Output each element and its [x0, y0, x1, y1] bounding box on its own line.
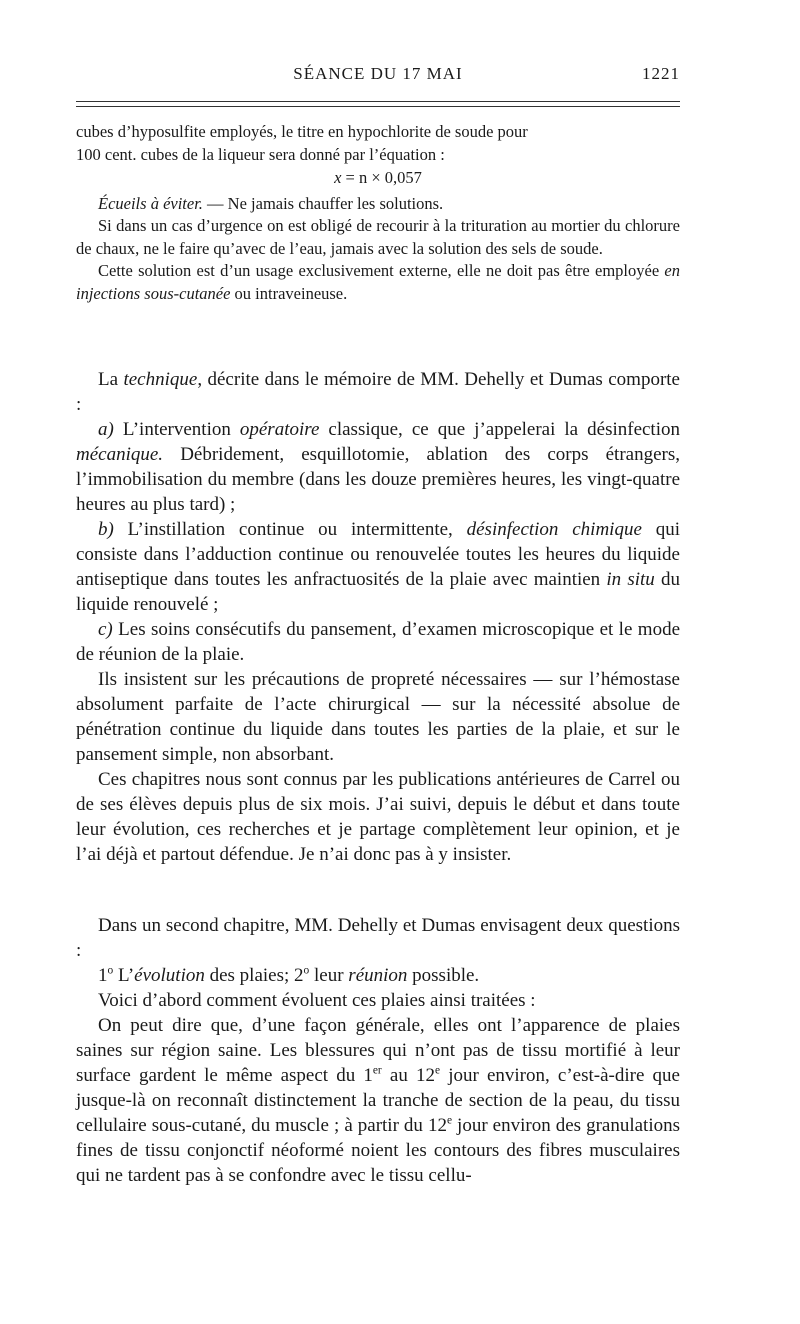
- text-span: qui consiste dans l’adduction continue ou renouvelée toutes les heures du liquide antiseptique dans toutes les anfractuosités de la plaie avec maintien: [76, 519, 680, 590]
- text-span: Cette solution est d’un usage exclusivement externe, elle ne doit pas être employée: [98, 261, 665, 280]
- text-span: ou intraveineuse.: [230, 283, 348, 303]
- section-small-print: [76, 121, 680, 305]
- paragraph-usage: [76, 260, 680, 305]
- text-line: cubes d’hyposulfite employés, le titre en hypochlorite de soude pour: [76, 122, 528, 141]
- text-span: Les soins consécutifs du pansement, d’examen microscopique et le mode de réunion de la plaie.: [76, 619, 680, 665]
- paragraph-second-chapitre: Dans un second chapitre, MM. Dehelly et Dumas envisagent deux questions :: [76, 915, 680, 961]
- text-span: Débridement, esquillotomie, ablation des corps étrangers, l’immobilisation du membre (dans les douze premières heures, les vingt-quatre heures au plus tard) ;: [76, 444, 680, 515]
- page-number: 1221: [642, 64, 680, 83]
- text-span: leur: [309, 965, 349, 986]
- item-label: a): [98, 419, 114, 440]
- text-span: possible.: [407, 965, 480, 986]
- paragraph-questions: [76, 963, 680, 988]
- text-span: jour environ des granulations fines de tissu conjonctif néoformé noient les contours des fibres musculaires qui ne tardent pas à se confondre avec le tissu cellu-: [76, 1115, 680, 1186]
- text-span: , décrite dans le mémoire de MM. Dehelly et Dumas comporte :: [76, 369, 680, 415]
- text-span: L’instillation continue ou intermittente,: [113, 519, 467, 540]
- ecueils-text: — Ne jamais chauffer les solutions.: [202, 193, 444, 213]
- item-label: c): [98, 619, 113, 640]
- paragraph-ecueils: [76, 193, 680, 216]
- section-technique: [76, 367, 680, 867]
- italic-span: en injections sous-cutanée: [76, 261, 680, 303]
- italic-span: opératoire: [239, 419, 320, 440]
- running-header: [76, 64, 680, 92]
- text-span: classique, ce que j’appelerai la désinfection: [319, 419, 680, 440]
- superscript: o: [303, 964, 310, 977]
- text-span: au 12: [381, 1065, 435, 1086]
- paragraph-technique: [76, 367, 680, 417]
- section-evolution: [76, 913, 680, 1188]
- paragraph-voici: Voici d’abord comment évoluent ces plaies ainsi traitées :: [98, 990, 536, 1011]
- paragraph-precautions: Ils insistent sur les précautions de propreté nécessaires — sur l’hémostase absolument parfaite de l’acte chirurgical — sur la nécessité absolue de pénétration continue du liquide dans toutes les parties de la plaie, et sur le pansement simple, non absorbant.: [76, 669, 680, 765]
- paragraph-apparence: [76, 1013, 680, 1188]
- text-span: 1: [98, 965, 108, 986]
- italic-span: mécanique.: [76, 444, 164, 465]
- header-rule-top: [76, 101, 680, 102]
- italic-span: évolution: [134, 965, 205, 986]
- text-span: On peut dire que, d’une façon générale, elles ont l’apparence de plaies saines sur région saine. Les blessures qui n’ont pas de tissu mortifié à leur surface gardent le même aspect du 1: [76, 1015, 680, 1086]
- text-span: La: [98, 369, 124, 390]
- paragraph-chapitres: Ces chapitres nous sont connus par les publications antérieures de Carrel ou de ses élèves depuis plus de six mois. J’ai suivi, depuis le début et dans toute leur évolution, ces recherches et je partage complètement leur opinion, et je l’ai déjà et partout défendue. Je n’ai donc pas à y insister.: [76, 769, 680, 865]
- ecueils-label: Écueils à éviter.: [98, 193, 203, 213]
- paragraph-trituration: Si dans un cas d’urgence on est obligé de recourir à la trituration au mortier du chlorure de chaux, ne le faire qu’avec de l’eau, jamais avec la solution des sels de soude.: [76, 216, 680, 258]
- italic-span: in situ: [606, 569, 655, 590]
- header-rule-bottom: [76, 106, 680, 107]
- italic-span: désinfection chimique: [466, 519, 642, 540]
- list-item-c: [76, 617, 680, 667]
- text-span: L’: [113, 965, 135, 986]
- text-line: 100 cent. cubes de la liqueur sera donné par l’équation :: [76, 144, 445, 164]
- list-item-b: [76, 517, 680, 617]
- italic-span: technique: [123, 369, 198, 390]
- paragraph-line: [76, 121, 680, 144]
- text-span: des plaies; 2: [204, 965, 304, 986]
- equation-expression: = n × 0,057: [345, 168, 422, 187]
- list-item-a: [76, 417, 680, 517]
- superscript: e: [446, 1114, 453, 1127]
- italic-span: réunion: [348, 965, 408, 986]
- superscript: o: [107, 964, 114, 977]
- superscript: er: [372, 1064, 382, 1077]
- equation: [76, 167, 680, 190]
- text-span: jour environ, c’est-à-dire que jusque-là on reconnaît distinctement la tranche de section de la peau, du tissu cellulaire sous-cutané, du muscle ; à partir du 12: [76, 1065, 680, 1136]
- item-label: b): [98, 519, 114, 540]
- paragraph-line: [76, 144, 680, 167]
- text-span: L’intervention: [113, 419, 240, 440]
- text-span: du liquide renouvelé ;: [76, 569, 681, 615]
- superscript: e: [434, 1064, 441, 1077]
- equation-variable: x: [334, 168, 342, 187]
- header-title: SÉANCE DU 17 MAI: [293, 64, 463, 83]
